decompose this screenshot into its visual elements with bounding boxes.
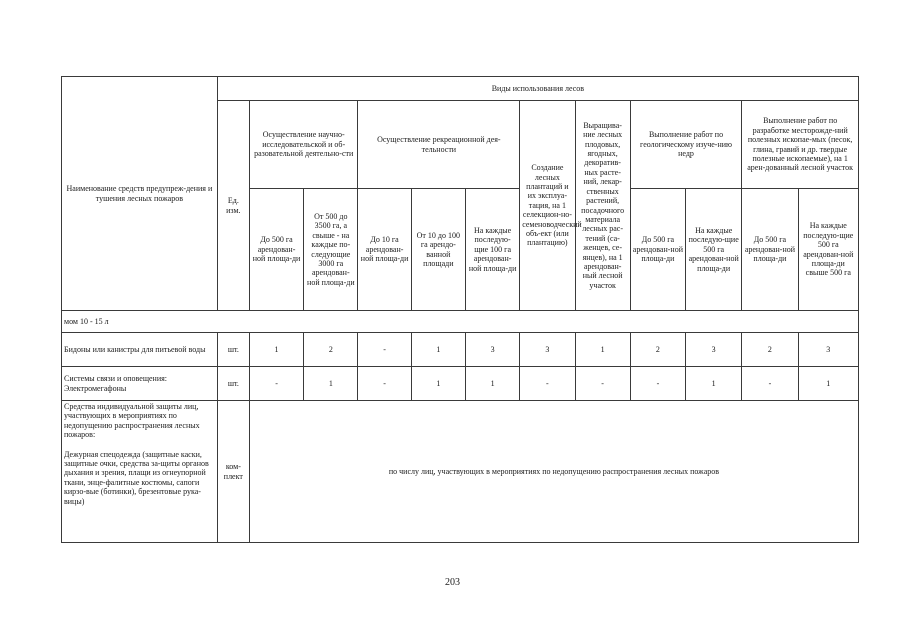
table-row xyxy=(62,401,859,543)
header-sub-rec-1: До 10 га арендован-ной площа-ди xyxy=(358,189,411,311)
cell-value: - xyxy=(358,333,411,367)
ppe-heading: Средства индивидуальной защиты лиц, участвующих в мероприятиях по недопущению распространения лесных пожаров: xyxy=(64,402,200,440)
header-sub-sci-2: От 500 до 3500 га, а свыше - на каждые по-следующие 3000 га арендован-ной площа-ди xyxy=(304,189,358,311)
row-unit: шт. xyxy=(217,367,249,401)
header-group-geology: Выполнение работ по геологическому изуче-нию недр xyxy=(630,101,742,189)
cell-value: 2 xyxy=(304,333,358,367)
cell-value: 1 xyxy=(686,367,742,401)
header-group-recreation: Осуществление рекреационной дея-тельности xyxy=(358,101,520,189)
cell-value: 1 xyxy=(575,333,630,367)
cell-value: 2 xyxy=(630,333,685,367)
cell-value: 3 xyxy=(686,333,742,367)
header-name: Наименование средств предупреж-дения и тушения лесных пожаров xyxy=(62,77,218,311)
table-row xyxy=(62,311,859,333)
cell-value: - xyxy=(249,367,303,401)
cell-value: 1 xyxy=(465,367,519,401)
cell-value: - xyxy=(575,367,630,401)
header-group-minerals: Выполнение работ по разработке месторожде-ний полезных ископае-мых (песок, глина, гравий и др. твердые полезные ископаемые), на 1 арен-дованный лесной участок xyxy=(742,101,859,189)
cell-value: 1 xyxy=(249,333,303,367)
header-unit: Ед. изм. xyxy=(217,101,249,311)
table-row xyxy=(62,367,859,401)
cell-value: 3 xyxy=(520,333,575,367)
cell-value: 1 xyxy=(411,333,465,367)
cell-value: - xyxy=(520,367,575,401)
header-sub-geo-1: До 500 га арендован-ной площа-ди xyxy=(630,189,685,311)
cell-value: 2 xyxy=(742,333,798,367)
fire-equipment-table xyxy=(61,76,859,543)
cell-value: 1 xyxy=(304,367,358,401)
ppe-value: по числу лиц, участвующих в мероприятиях по недопущению распространения лесных пожаров xyxy=(249,401,858,543)
header-sub-min-1: До 500 га арендован-ной площа-ди xyxy=(742,189,798,311)
cell-value: 1 xyxy=(798,367,858,401)
cell-value: - xyxy=(630,367,685,401)
row-unit: ком-плект xyxy=(217,401,249,543)
table-row xyxy=(62,333,859,367)
cell-value: 3 xyxy=(798,333,858,367)
header-group-plantations: Создание лесных плантаций и их эксплуа-тация, на 1 селекцион-но-семеноводческий объ-ект (или плантацию) xyxy=(520,101,575,311)
row-name: мом 10 - 15 л xyxy=(62,311,859,333)
cell-value: 3 xyxy=(465,333,519,367)
header-sub-geo-2: На каждые последую-щие 500 га арендован-ной площа-ди xyxy=(686,189,742,311)
row-name xyxy=(62,401,218,543)
row-name: Системы связи и оповещения: Электромегафоны xyxy=(62,367,218,401)
cell-value: 1 xyxy=(411,367,465,401)
page-number: 203 xyxy=(445,577,460,588)
row-unit: шт. xyxy=(217,333,249,367)
header-forest-use-types: Виды использования лесов xyxy=(217,77,858,101)
cell-value: - xyxy=(358,367,411,401)
header-group-science: Осуществление научно-исследовательской и об-разовательной деятельно-сти xyxy=(249,101,358,189)
cell-value: - xyxy=(742,367,798,401)
header-sub-sci-1: До 500 га арендован-ной площа-ди xyxy=(249,189,303,311)
header-sub-rec-3: На каждые последую-щие 100 га арендован-ной площа-ди xyxy=(465,189,519,311)
header-sub-min-2: На каждые последую-щие 500 га арендован-ной площа-ди свыше 500 га xyxy=(798,189,858,311)
row-name: Бидоны или канистры для питьевой воды xyxy=(62,333,218,367)
header-group-growing: Выращива-ние лесных плодовых, ягодных, декоратив-ных расте-ний, лекар-ственных растений, посадочного материала лесных рас-тений (са-женцев, се-янцев), на 1 арендован-ный лесной участок xyxy=(575,101,630,311)
header-sub-rec-2: От 10 до 100 га арендо-ванной площади xyxy=(411,189,465,311)
ppe-items: Дежурная спецодежда (защитные каски, защитные очки, средства за-щиты органов дыхания и зрения, плащи из огнеупорной ткани, энце-фалитные костюмы, сапоги кирзо-вые (ботинки), брезентовые рука-вицы) xyxy=(64,449,209,506)
